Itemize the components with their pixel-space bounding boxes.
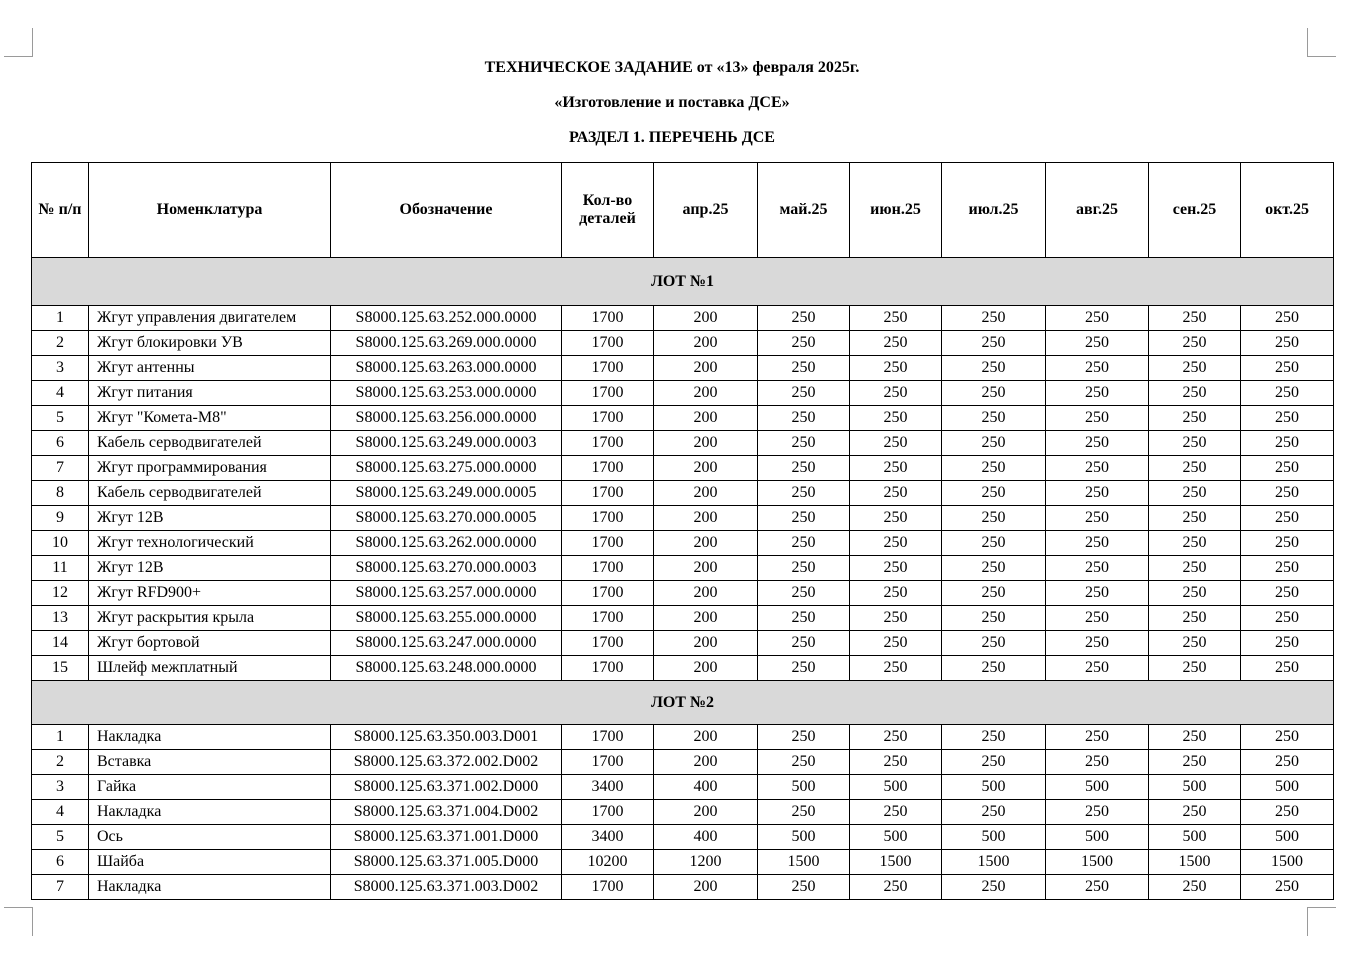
month-quantity-cell: 1500 <box>1241 850 1334 875</box>
row-number-cell: 14 <box>32 631 89 656</box>
month-quantity-cell: 1500 <box>758 850 850 875</box>
month-quantity-cell: 250 <box>1149 725 1241 750</box>
quantity-cell: 1700 <box>562 306 654 331</box>
quantity-cell: 1700 <box>562 406 654 431</box>
month-quantity-cell: 250 <box>758 506 850 531</box>
month-quantity-cell: 250 <box>758 581 850 606</box>
quantity-cell: 1700 <box>562 581 654 606</box>
nomenclature-cell: Кабель серводвигателей <box>89 481 331 506</box>
designation-cell: S8000.125.63.269.000.0000 <box>331 331 562 356</box>
table-row <box>32 331 1334 356</box>
month-quantity-cell: 250 <box>1046 631 1149 656</box>
table-row <box>32 656 1334 681</box>
table-row <box>32 631 1334 656</box>
month-quantity-cell: 250 <box>1046 381 1149 406</box>
designation-cell: S8000.125.63.249.000.0005 <box>331 481 562 506</box>
nomenclature-cell: Жгут программирования <box>89 456 331 481</box>
section-title: РАЗДЕЛ 1. ПЕРЕЧЕНЬ ДСЕ <box>569 129 775 146</box>
month-quantity-cell: 250 <box>850 456 942 481</box>
month-quantity-cell: 200 <box>654 481 758 506</box>
table-row <box>32 875 1334 900</box>
month-quantity-cell: 250 <box>1241 606 1334 631</box>
designation-cell: S8000.125.63.263.000.0000 <box>331 356 562 381</box>
month-quantity-cell: 250 <box>1046 875 1149 900</box>
month-quantity-cell: 250 <box>1149 875 1241 900</box>
table-row <box>32 606 1334 631</box>
month-quantity-cell: 250 <box>942 800 1046 825</box>
month-quantity-cell: 200 <box>654 875 758 900</box>
month-quantity-cell: 200 <box>654 381 758 406</box>
table-header-row <box>32 163 1334 258</box>
month-quantity-cell: 250 <box>1241 725 1334 750</box>
row-number-cell: 7 <box>32 875 89 900</box>
month-quantity-cell: 500 <box>1046 825 1149 850</box>
month-quantity-cell: 250 <box>758 481 850 506</box>
month-quantity-cell: 250 <box>758 531 850 556</box>
nomenclature-cell: Ось <box>89 825 331 850</box>
month-quantity-cell: 500 <box>1241 775 1334 800</box>
month-quantity-cell: 250 <box>1046 606 1149 631</box>
month-quantity-cell: 250 <box>758 725 850 750</box>
month-quantity-cell: 500 <box>1149 825 1241 850</box>
lot-label: ЛОТ №1 <box>32 258 1334 306</box>
month-quantity-cell: 250 <box>1241 800 1334 825</box>
month-quantity-cell: 500 <box>1149 775 1241 800</box>
month-quantity-cell: 250 <box>1241 581 1334 606</box>
month-quantity-cell: 400 <box>654 775 758 800</box>
month-quantity-cell: 250 <box>1241 750 1334 775</box>
month-quantity-cell: 250 <box>1241 381 1334 406</box>
month-quantity-cell: 250 <box>758 875 850 900</box>
month-quantity-cell: 250 <box>758 556 850 581</box>
month-quantity-cell: 250 <box>758 331 850 356</box>
designation-cell: S8000.125.63.350.003.D001 <box>331 725 562 750</box>
header-cell: сен.25 <box>1149 163 1241 258</box>
designation-cell: S8000.125.63.371.001.D000 <box>331 825 562 850</box>
designation-cell: S8000.125.63.371.004.D002 <box>331 800 562 825</box>
quantity-cell: 1700 <box>562 431 654 456</box>
nomenclature-cell: Кабель серводвигателей <box>89 431 331 456</box>
month-quantity-cell: 250 <box>1046 556 1149 581</box>
month-quantity-cell: 250 <box>850 331 942 356</box>
month-quantity-cell: 500 <box>850 825 942 850</box>
row-number-cell: 2 <box>32 331 89 356</box>
month-quantity-cell: 250 <box>1046 431 1149 456</box>
quantity-cell: 1700 <box>562 481 654 506</box>
month-quantity-cell: 250 <box>850 481 942 506</box>
month-quantity-cell: 250 <box>850 631 942 656</box>
quantity-cell: 1700 <box>562 556 654 581</box>
month-quantity-cell: 500 <box>850 775 942 800</box>
designation-cell: S8000.125.63.257.000.0000 <box>331 581 562 606</box>
month-quantity-cell: 250 <box>850 406 942 431</box>
table-row <box>32 556 1334 581</box>
row-number-cell: 15 <box>32 656 89 681</box>
month-quantity-cell: 250 <box>850 431 942 456</box>
nomenclature-cell: Жгут антенны <box>89 356 331 381</box>
designation-cell: S8000.125.63.248.000.0000 <box>331 656 562 681</box>
designation-cell: S8000.125.63.371.005.D000 <box>331 850 562 875</box>
month-quantity-cell: 200 <box>654 631 758 656</box>
designation-cell: S8000.125.63.252.000.0000 <box>331 306 562 331</box>
month-quantity-cell: 250 <box>758 381 850 406</box>
month-quantity-cell: 250 <box>1046 656 1149 681</box>
month-quantity-cell: 250 <box>850 356 942 381</box>
quantity-cell: 1700 <box>562 725 654 750</box>
row-number-cell: 6 <box>32 431 89 456</box>
nomenclature-cell: Жгут блокировки УВ <box>89 331 331 356</box>
nomenclature-cell: Жгут "Комета-М8" <box>89 406 331 431</box>
month-quantity-cell: 250 <box>1046 750 1149 775</box>
month-quantity-cell: 250 <box>758 431 850 456</box>
month-quantity-cell: 500 <box>942 825 1046 850</box>
month-quantity-cell: 200 <box>654 531 758 556</box>
table-row <box>32 850 1334 875</box>
month-quantity-cell: 250 <box>1046 581 1149 606</box>
nomenclature-cell: Жгут 12В <box>89 556 331 581</box>
quantity-cell: 1700 <box>562 456 654 481</box>
month-quantity-cell: 250 <box>942 531 1046 556</box>
quantity-cell: 1700 <box>562 606 654 631</box>
month-quantity-cell: 250 <box>1149 606 1241 631</box>
designation-cell: S8000.125.63.275.000.0000 <box>331 456 562 481</box>
month-quantity-cell: 250 <box>1149 631 1241 656</box>
table-row <box>32 481 1334 506</box>
month-quantity-cell: 250 <box>942 750 1046 775</box>
quantity-cell: 1700 <box>562 656 654 681</box>
month-quantity-cell: 250 <box>942 456 1046 481</box>
month-quantity-cell: 250 <box>758 306 850 331</box>
lot-label: ЛОТ №2 <box>32 681 1334 725</box>
month-quantity-cell: 200 <box>654 406 758 431</box>
month-quantity-cell: 200 <box>654 750 758 775</box>
month-quantity-cell: 200 <box>654 656 758 681</box>
month-quantity-cell: 250 <box>942 875 1046 900</box>
quantity-cell: 10200 <box>562 850 654 875</box>
month-quantity-cell: 250 <box>1149 800 1241 825</box>
month-quantity-cell: 250 <box>1241 506 1334 531</box>
month-quantity-cell: 1200 <box>654 850 758 875</box>
month-quantity-cell: 250 <box>942 631 1046 656</box>
quantity-cell: 3400 <box>562 775 654 800</box>
lot-header-row <box>32 258 1334 306</box>
month-quantity-cell: 250 <box>1241 531 1334 556</box>
designation-cell: S8000.125.63.270.000.0005 <box>331 506 562 531</box>
header-cell: Номенклатура <box>89 163 331 258</box>
table-row <box>32 431 1334 456</box>
month-quantity-cell: 200 <box>654 606 758 631</box>
month-quantity-cell: 250 <box>850 875 942 900</box>
table-row <box>32 581 1334 606</box>
quantity-cell: 1700 <box>562 331 654 356</box>
month-quantity-cell: 250 <box>758 356 850 381</box>
page-corner-mark <box>4 28 33 57</box>
designation-cell: S8000.125.63.372.002.D002 <box>331 750 562 775</box>
row-number-cell: 4 <box>32 800 89 825</box>
month-quantity-cell: 250 <box>1241 431 1334 456</box>
month-quantity-cell: 250 <box>942 381 1046 406</box>
designation-cell: S8000.125.63.247.000.0000 <box>331 631 562 656</box>
month-quantity-cell: 250 <box>942 556 1046 581</box>
quantity-cell: 1700 <box>562 356 654 381</box>
nomenclature-cell: Жгут RFD900+ <box>89 581 331 606</box>
designation-cell: S8000.125.63.262.000.0000 <box>331 531 562 556</box>
month-quantity-cell: 1500 <box>1046 850 1149 875</box>
month-quantity-cell: 250 <box>1241 456 1334 481</box>
table-row <box>32 825 1334 850</box>
designation-cell: S8000.125.63.255.000.0000 <box>331 606 562 631</box>
header-cell: окт.25 <box>1241 163 1334 258</box>
row-number-cell: 4 <box>32 381 89 406</box>
header-cell: авг.25 <box>1046 163 1149 258</box>
month-quantity-cell: 500 <box>758 775 850 800</box>
table-row <box>32 725 1334 750</box>
month-quantity-cell: 200 <box>654 306 758 331</box>
lot-header-row <box>32 681 1334 725</box>
month-quantity-cell: 250 <box>1241 656 1334 681</box>
nomenclature-cell: Жгут управления двигателем <box>89 306 331 331</box>
month-quantity-cell: 250 <box>1149 506 1241 531</box>
month-quantity-cell: 250 <box>1241 406 1334 431</box>
month-quantity-cell: 250 <box>758 456 850 481</box>
month-quantity-cell: 250 <box>758 631 850 656</box>
row-number-cell: 6 <box>32 850 89 875</box>
table-row <box>32 381 1334 406</box>
month-quantity-cell: 250 <box>1149 331 1241 356</box>
month-quantity-cell: 250 <box>1241 356 1334 381</box>
month-quantity-cell: 500 <box>1046 775 1149 800</box>
month-quantity-cell: 250 <box>1241 481 1334 506</box>
month-quantity-cell: 250 <box>1241 556 1334 581</box>
header-cell: апр.25 <box>654 163 758 258</box>
month-quantity-cell: 1500 <box>942 850 1046 875</box>
quantity-cell: 3400 <box>562 825 654 850</box>
month-quantity-cell: 250 <box>1149 381 1241 406</box>
table-row <box>32 750 1334 775</box>
table-row <box>32 456 1334 481</box>
nomenclature-cell: Гайка <box>89 775 331 800</box>
header-cell: май.25 <box>758 163 850 258</box>
nomenclature-cell: Жгут 12В <box>89 506 331 531</box>
month-quantity-cell: 250 <box>850 381 942 406</box>
nomenclature-cell: Жгут бортовой <box>89 631 331 656</box>
nomenclature-cell: Накладка <box>89 875 331 900</box>
month-quantity-cell: 1500 <box>1149 850 1241 875</box>
month-quantity-cell: 250 <box>1046 800 1149 825</box>
header-cell: июн.25 <box>850 163 942 258</box>
table-row <box>32 531 1334 556</box>
designation-cell: S8000.125.63.371.003.D002 <box>331 875 562 900</box>
month-quantity-cell: 250 <box>1241 875 1334 900</box>
month-quantity-cell: 250 <box>942 606 1046 631</box>
month-quantity-cell: 250 <box>850 506 942 531</box>
month-quantity-cell: 250 <box>942 306 1046 331</box>
nomenclature-cell: Шлейф межплатный <box>89 656 331 681</box>
quantity-cell: 1700 <box>562 531 654 556</box>
row-number-cell: 1 <box>32 725 89 750</box>
nomenclature-cell: Шайба <box>89 850 331 875</box>
month-quantity-cell: 250 <box>1046 531 1149 556</box>
month-quantity-cell: 250 <box>1149 431 1241 456</box>
page-corner-mark <box>1307 28 1336 57</box>
month-quantity-cell: 200 <box>654 581 758 606</box>
month-quantity-cell: 250 <box>1241 631 1334 656</box>
month-quantity-cell: 250 <box>1046 725 1149 750</box>
nomenclature-cell: Жгут раскрытия крыла <box>89 606 331 631</box>
month-quantity-cell: 500 <box>942 775 1046 800</box>
table-row <box>32 775 1334 800</box>
month-quantity-cell: 250 <box>1149 356 1241 381</box>
row-number-cell: 2 <box>32 750 89 775</box>
row-number-cell: 5 <box>32 825 89 850</box>
month-quantity-cell: 1500 <box>850 850 942 875</box>
month-quantity-cell: 250 <box>1149 531 1241 556</box>
month-quantity-cell: 250 <box>1046 331 1149 356</box>
month-quantity-cell: 250 <box>1149 406 1241 431</box>
month-quantity-cell: 500 <box>1241 825 1334 850</box>
month-quantity-cell: 250 <box>1046 456 1149 481</box>
month-quantity-cell: 250 <box>1149 581 1241 606</box>
row-number-cell: 3 <box>32 356 89 381</box>
table-row <box>32 306 1334 331</box>
nomenclature-cell: Накладка <box>89 800 331 825</box>
month-quantity-cell: 250 <box>850 725 942 750</box>
month-quantity-cell: 250 <box>1241 306 1334 331</box>
month-quantity-cell: 250 <box>942 431 1046 456</box>
quantity-cell: 1700 <box>562 506 654 531</box>
month-quantity-cell: 200 <box>654 800 758 825</box>
month-quantity-cell: 250 <box>850 606 942 631</box>
row-number-cell: 5 <box>32 406 89 431</box>
row-number-cell: 9 <box>32 506 89 531</box>
month-quantity-cell: 250 <box>1149 750 1241 775</box>
month-quantity-cell: 200 <box>654 331 758 356</box>
header-cell: Кол-во деталей <box>562 163 654 258</box>
month-quantity-cell: 250 <box>850 531 942 556</box>
month-quantity-cell: 250 <box>1046 406 1149 431</box>
designation-cell: S8000.125.63.249.000.0003 <box>331 431 562 456</box>
row-number-cell: 13 <box>32 606 89 631</box>
page-corner-mark <box>1307 907 1336 936</box>
month-quantity-cell: 400 <box>654 825 758 850</box>
designation-cell: S8000.125.63.253.000.0000 <box>331 381 562 406</box>
page-corner-mark <box>4 907 33 936</box>
designation-cell: S8000.125.63.270.000.0003 <box>331 556 562 581</box>
month-quantity-cell: 250 <box>850 581 942 606</box>
document-subtitle: «Изготовление и поставка ДСЕ» <box>554 94 790 111</box>
month-quantity-cell: 250 <box>850 750 942 775</box>
month-quantity-cell: 200 <box>654 431 758 456</box>
month-quantity-cell: 250 <box>758 656 850 681</box>
month-quantity-cell: 250 <box>850 306 942 331</box>
quantity-cell: 1700 <box>562 800 654 825</box>
header-cell: июл.25 <box>942 163 1046 258</box>
row-number-cell: 10 <box>32 531 89 556</box>
month-quantity-cell: 250 <box>1046 481 1149 506</box>
row-number-cell: 7 <box>32 456 89 481</box>
month-quantity-cell: 250 <box>1046 356 1149 381</box>
month-quantity-cell: 250 <box>942 356 1046 381</box>
month-quantity-cell: 250 <box>758 800 850 825</box>
month-quantity-cell: 250 <box>1149 481 1241 506</box>
month-quantity-cell: 250 <box>758 606 850 631</box>
month-quantity-cell: 250 <box>1046 306 1149 331</box>
month-quantity-cell: 250 <box>942 581 1046 606</box>
nomenclature-cell: Вставка <box>89 750 331 775</box>
row-number-cell: 8 <box>32 481 89 506</box>
month-quantity-cell: 200 <box>654 556 758 581</box>
month-quantity-cell: 250 <box>850 800 942 825</box>
month-quantity-cell: 250 <box>942 725 1046 750</box>
row-number-cell: 11 <box>32 556 89 581</box>
quantity-cell: 1700 <box>562 875 654 900</box>
month-quantity-cell: 250 <box>942 481 1046 506</box>
month-quantity-cell: 200 <box>654 456 758 481</box>
month-quantity-cell: 200 <box>654 725 758 750</box>
header-cell: Обозначение <box>331 163 562 258</box>
month-quantity-cell: 250 <box>942 331 1046 356</box>
header-cell: № п/п <box>32 163 89 258</box>
table-row <box>32 800 1334 825</box>
month-quantity-cell: 250 <box>1149 556 1241 581</box>
quantity-cell: 1700 <box>562 381 654 406</box>
table-row <box>32 406 1334 431</box>
month-quantity-cell: 200 <box>654 356 758 381</box>
month-quantity-cell: 250 <box>850 656 942 681</box>
month-quantity-cell: 250 <box>1149 306 1241 331</box>
document-title: ТЕХНИЧЕСКОЕ ЗАДАНИЕ от «13» февраля 2025г. <box>484 59 860 76</box>
month-quantity-cell: 250 <box>942 656 1046 681</box>
quantity-cell: 1700 <box>562 750 654 775</box>
table-row <box>32 506 1334 531</box>
nomenclature-cell: Жгут технологический <box>89 531 331 556</box>
row-number-cell: 12 <box>32 581 89 606</box>
month-quantity-cell: 250 <box>1149 456 1241 481</box>
month-quantity-cell: 250 <box>942 406 1046 431</box>
nomenclature-cell: Жгут питания <box>89 381 331 406</box>
month-quantity-cell: 250 <box>758 406 850 431</box>
table-row <box>32 356 1334 381</box>
month-quantity-cell: 200 <box>654 506 758 531</box>
nomenclature-cell: Накладка <box>89 725 331 750</box>
month-quantity-cell: 250 <box>850 556 942 581</box>
designation-cell: S8000.125.63.256.000.0000 <box>331 406 562 431</box>
month-quantity-cell: 250 <box>758 750 850 775</box>
month-quantity-cell: 250 <box>1046 506 1149 531</box>
quantity-cell: 1700 <box>562 631 654 656</box>
row-number-cell: 3 <box>32 775 89 800</box>
month-quantity-cell: 500 <box>758 825 850 850</box>
parts-table <box>31 162 1334 900</box>
month-quantity-cell: 250 <box>1241 331 1334 356</box>
designation-cell: S8000.125.63.371.002.D000 <box>331 775 562 800</box>
month-quantity-cell: 250 <box>942 506 1046 531</box>
month-quantity-cell: 250 <box>1149 656 1241 681</box>
row-number-cell: 1 <box>32 306 89 331</box>
